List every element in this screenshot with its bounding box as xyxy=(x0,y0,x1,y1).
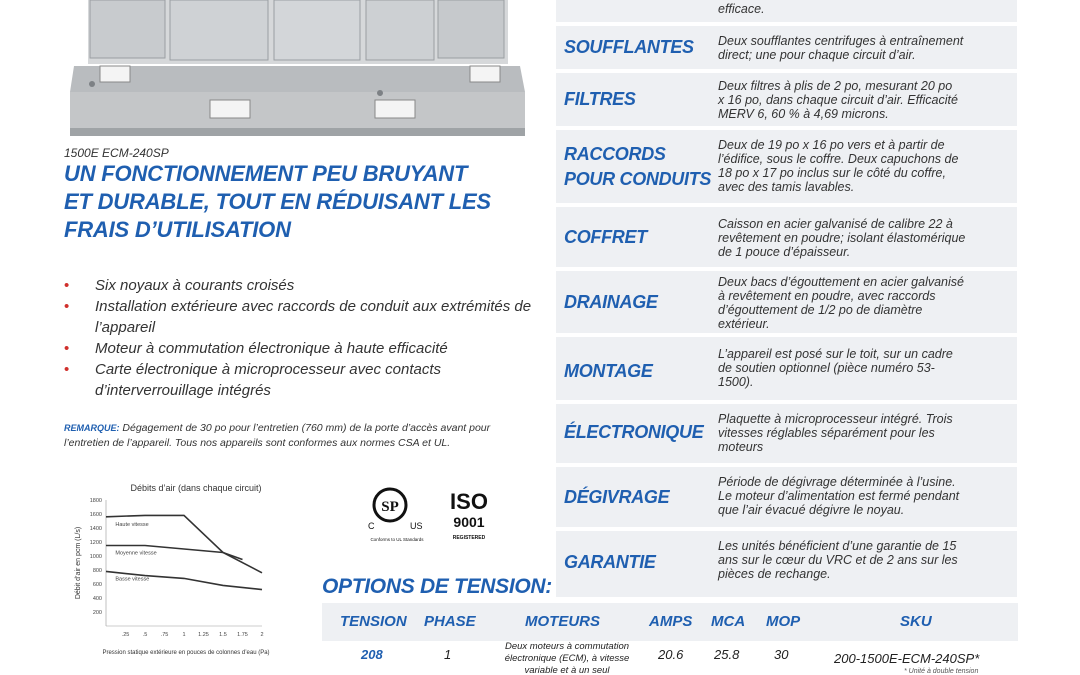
col-header-motors: MOTEURS xyxy=(525,613,600,630)
spec-desc-line: revêtement en poudre; isolant élastomérique xyxy=(718,231,966,245)
spec-desc xyxy=(718,275,1011,331)
chart-y-tick: 400 xyxy=(92,596,102,602)
spec-label xyxy=(564,142,711,192)
chart-title: Débits d’air (dans chaque circuit) xyxy=(130,483,262,493)
product-photo xyxy=(70,0,525,138)
spec-desc-line: de 1 pouce d’épaisseur. xyxy=(718,245,851,259)
csa-c-mark: C xyxy=(368,521,375,531)
chart-x-tick: 1.75 xyxy=(237,632,248,638)
spec-row-montage xyxy=(556,337,1017,400)
spec-row-filtres xyxy=(556,73,1017,126)
spec-desc xyxy=(718,79,1011,121)
spec-label-line: FILTRES xyxy=(564,89,636,109)
chart-x-tick: 1.5 xyxy=(219,632,227,638)
spec-desc-line: de soutien optionnel (pièce numéro 53- xyxy=(718,361,935,375)
spec-desc xyxy=(718,34,1011,62)
voltage-options-title: OPTIONS DE TENSION: xyxy=(322,575,552,598)
spec-desc-line: Plaquette à microprocesseur intégré. Trois xyxy=(718,412,953,426)
spec-desc xyxy=(718,475,1011,517)
chart-y-tick: 800 xyxy=(92,568,102,574)
spec-desc-line: Les unités bénéficient d’une garantie de 15 xyxy=(718,539,957,553)
chart-series-label: Basse vitesse xyxy=(115,576,150,583)
spec-desc xyxy=(718,138,1011,194)
cell-amps: 20.6 xyxy=(658,647,684,662)
motors-line: variable et à un seul xyxy=(524,665,610,675)
spec-desc-line: 1500). xyxy=(718,375,754,389)
chart-x-tick: .75 xyxy=(160,632,169,638)
spec-desc-line: Le moteur d’alimentation est fermé pendant xyxy=(718,489,960,503)
feature-item xyxy=(64,338,534,359)
spec-desc xyxy=(718,347,1011,389)
spec-desc-line: l’édifice, sous le coffre. Deux capuchons de xyxy=(718,152,959,166)
spec-label-line: ÉLECTRONIQUE xyxy=(564,422,704,442)
cell-tension: 208 xyxy=(361,647,383,662)
bullet-icon: • xyxy=(64,298,70,315)
col-header-mop: MOP xyxy=(766,613,801,630)
motors-line: Deux moteurs à commutation xyxy=(504,641,630,652)
feature-text: Carte électronique à microprocesseur avec contacts d’interverrouillage intégrés xyxy=(95,361,441,399)
chart-y-tick: 1800 xyxy=(89,498,102,504)
cell-mop: 30 xyxy=(774,647,789,662)
spec-desc-line: extérieur. xyxy=(718,317,770,331)
spec-row-degivrage xyxy=(556,467,1017,527)
iso-number: 9001 xyxy=(453,514,485,530)
cell-sku: 200-1500E-ECM-240SP* xyxy=(834,651,980,666)
cell-phase: 1 xyxy=(444,647,452,662)
spec-label xyxy=(564,420,703,445)
spec-label-line: GARANTIE xyxy=(564,552,656,572)
spec-desc-line: à revêtement en poudre, avec raccords xyxy=(718,289,936,303)
cell-motors xyxy=(482,641,652,675)
airflow-chart xyxy=(66,478,316,675)
spec-desc-line: moteurs xyxy=(718,440,764,454)
bullet-icon: • xyxy=(64,277,70,294)
chart-ylabel: Débit d’air en pcm (L/s) xyxy=(75,526,82,600)
spec-desc-line: Caisson en acier galvanisé de calibre 22 à xyxy=(718,217,953,231)
iso-caption: REGISTERED xyxy=(452,535,486,541)
spec-label xyxy=(564,290,658,315)
airflow-chart-svg xyxy=(66,478,316,675)
remark-note xyxy=(64,421,504,451)
col-header-tension: TENSION xyxy=(340,613,407,630)
spec-label-line: POUR CONDUITS xyxy=(564,169,712,189)
csa-us-mark: US xyxy=(410,521,423,531)
chart-y-tick: 1000 xyxy=(89,554,102,560)
spec-desc-line: Deux filtres à plis de 2 po, mesurant 20 po xyxy=(718,79,953,93)
chart-y-tick: 200 xyxy=(92,610,102,616)
spec-label xyxy=(564,225,647,250)
feature-list xyxy=(64,275,534,401)
col-header-amps: AMPS xyxy=(649,613,693,630)
headline-line: ET DURABLE, TOUT EN RÉDUISANT LES xyxy=(64,189,491,214)
feature-text: Moteur à commutation électronique à haute efficacité xyxy=(95,340,448,357)
iso-top: ISO xyxy=(450,489,488,514)
spec-desc-line: d’égouttement de 1/2 po de diamètre xyxy=(718,303,923,317)
spec-row-garantie xyxy=(556,531,1017,597)
chart-y-tick: 600 xyxy=(92,582,102,588)
spec-desc-line: MERV 6, 60 % à 4,69 microns. xyxy=(718,107,889,121)
spec-label-line: RACCORDS xyxy=(564,144,666,164)
headline xyxy=(64,160,534,244)
chart-x-tick: 1.25 xyxy=(198,632,209,638)
spec-desc-line: Période de dégivrage déterminée à l’usine. xyxy=(718,475,956,489)
chart-x-tick: .25 xyxy=(121,632,130,638)
spec-desc xyxy=(718,412,1011,454)
spec-label xyxy=(564,87,636,112)
spec-label-line: SOUFFLANTES xyxy=(564,37,694,57)
spec-desc-line: pièces de rechange. xyxy=(718,567,831,581)
chart-y-tick: 1400 xyxy=(89,526,102,532)
chart-series-label: Haute vitesse xyxy=(115,521,149,528)
spec-row-electronique xyxy=(556,404,1017,463)
spec-label xyxy=(564,550,656,575)
chart-y-tick: 1200 xyxy=(89,540,102,546)
spec-row-soufflantes xyxy=(556,26,1017,69)
chart-series-label: Moyenne vitesse xyxy=(115,550,157,557)
chart-x-tick: 1 xyxy=(182,632,186,638)
spec-desc-line: 18 po x 17 po inclus sur le côté du coffre, xyxy=(718,166,946,180)
csa-logo xyxy=(362,485,432,545)
spec-label-line: COFFRET xyxy=(564,227,647,247)
spec-desc-line: avec des tamis lavables. xyxy=(718,180,855,194)
spec-row-coffret xyxy=(556,207,1017,267)
headline-line: FRAIS D’UTILISATION xyxy=(64,217,291,242)
spec-label-line: DÉGIVRAGE xyxy=(564,487,670,507)
motors-line: électronique (ECM), à vitesse xyxy=(504,653,630,664)
spec-desc-line: Deux bacs d’égouttement en acier galvanisé xyxy=(718,275,964,289)
bullet-icon: • xyxy=(64,361,70,378)
chart-x-tick: .5 xyxy=(142,632,148,638)
spec-desc-line: Deux de 19 po x 16 po vers et à partir de xyxy=(718,138,945,152)
feature-item xyxy=(64,275,534,296)
chart-xlabel: Pression statique extérieure en pouces de colonnes d’eau (Pa) xyxy=(102,650,270,656)
sku-note: * Unité à double tension xyxy=(904,668,979,675)
cell-mca: 25.8 xyxy=(714,647,740,662)
remark-label: REMARQUE: xyxy=(64,423,120,433)
spec-desc-line: L’appareil est posé sur le toit, sur un cadre xyxy=(718,347,953,361)
spec-desc xyxy=(718,217,1011,259)
spec-row-drainage xyxy=(556,271,1017,333)
headline-line: UN FONCTIONNEMENT PEU BRUYANT xyxy=(64,161,468,186)
feature-text: Six noyaux à courants croisés xyxy=(95,277,295,294)
csa-caption: Conforms to UL Standards xyxy=(370,537,424,542)
chart-x-tick: 2 xyxy=(260,632,264,638)
spec-row-top xyxy=(556,0,1017,22)
feature-text: Installation extérieure avec raccords de conduit aux extrémités de l’appareil xyxy=(95,298,532,336)
iso-logo xyxy=(445,487,493,543)
feature-item xyxy=(64,296,534,338)
spec-desc-line: Deux soufflantes centrifuges à entraînement xyxy=(718,34,964,48)
remark-text: Dégagement de 30 po pour l’entretien (760 mm) de la porte d’accès avant pour l’entretien de l’appareil. Tous nos appareils sont conformes aux normes CSA et UL. xyxy=(64,422,491,449)
svg-text:SP: SP xyxy=(381,499,399,515)
options-header-row xyxy=(322,603,1018,641)
spec-label xyxy=(564,35,694,60)
spec-desc-line: ans sur le cœur du VRC et de 2 ans sur les xyxy=(718,553,958,567)
model-number: 1500E ECM-240SP xyxy=(64,146,169,160)
spec-desc: efficace. xyxy=(718,2,765,16)
col-header-mca: MCA xyxy=(711,613,746,630)
options-row xyxy=(322,641,1018,675)
spec-label-line: MONTAGE xyxy=(564,361,653,381)
spec-desc-line: vitesses réglables séparément pour les xyxy=(718,426,935,440)
spec-label xyxy=(564,485,669,510)
spec-desc-line: direct; une pour chaque circuit d’air. xyxy=(718,48,916,62)
spec-row-raccords xyxy=(556,130,1017,203)
feature-item xyxy=(64,359,534,401)
bullet-icon: • xyxy=(64,340,70,357)
col-header-phase: PHASE xyxy=(424,613,476,630)
chart-y-tick: 1600 xyxy=(89,512,102,518)
col-header-sku: SKU xyxy=(900,613,932,630)
spec-label-line: DRAINAGE xyxy=(564,292,658,312)
spec-desc xyxy=(718,539,1011,581)
spec-label xyxy=(564,359,653,384)
spec-desc-line: que l’air évacué dégivre le noyau. xyxy=(718,503,905,517)
spec-desc-line: x 16 po, dans chaque circuit d’air. Efficacité xyxy=(718,93,958,107)
